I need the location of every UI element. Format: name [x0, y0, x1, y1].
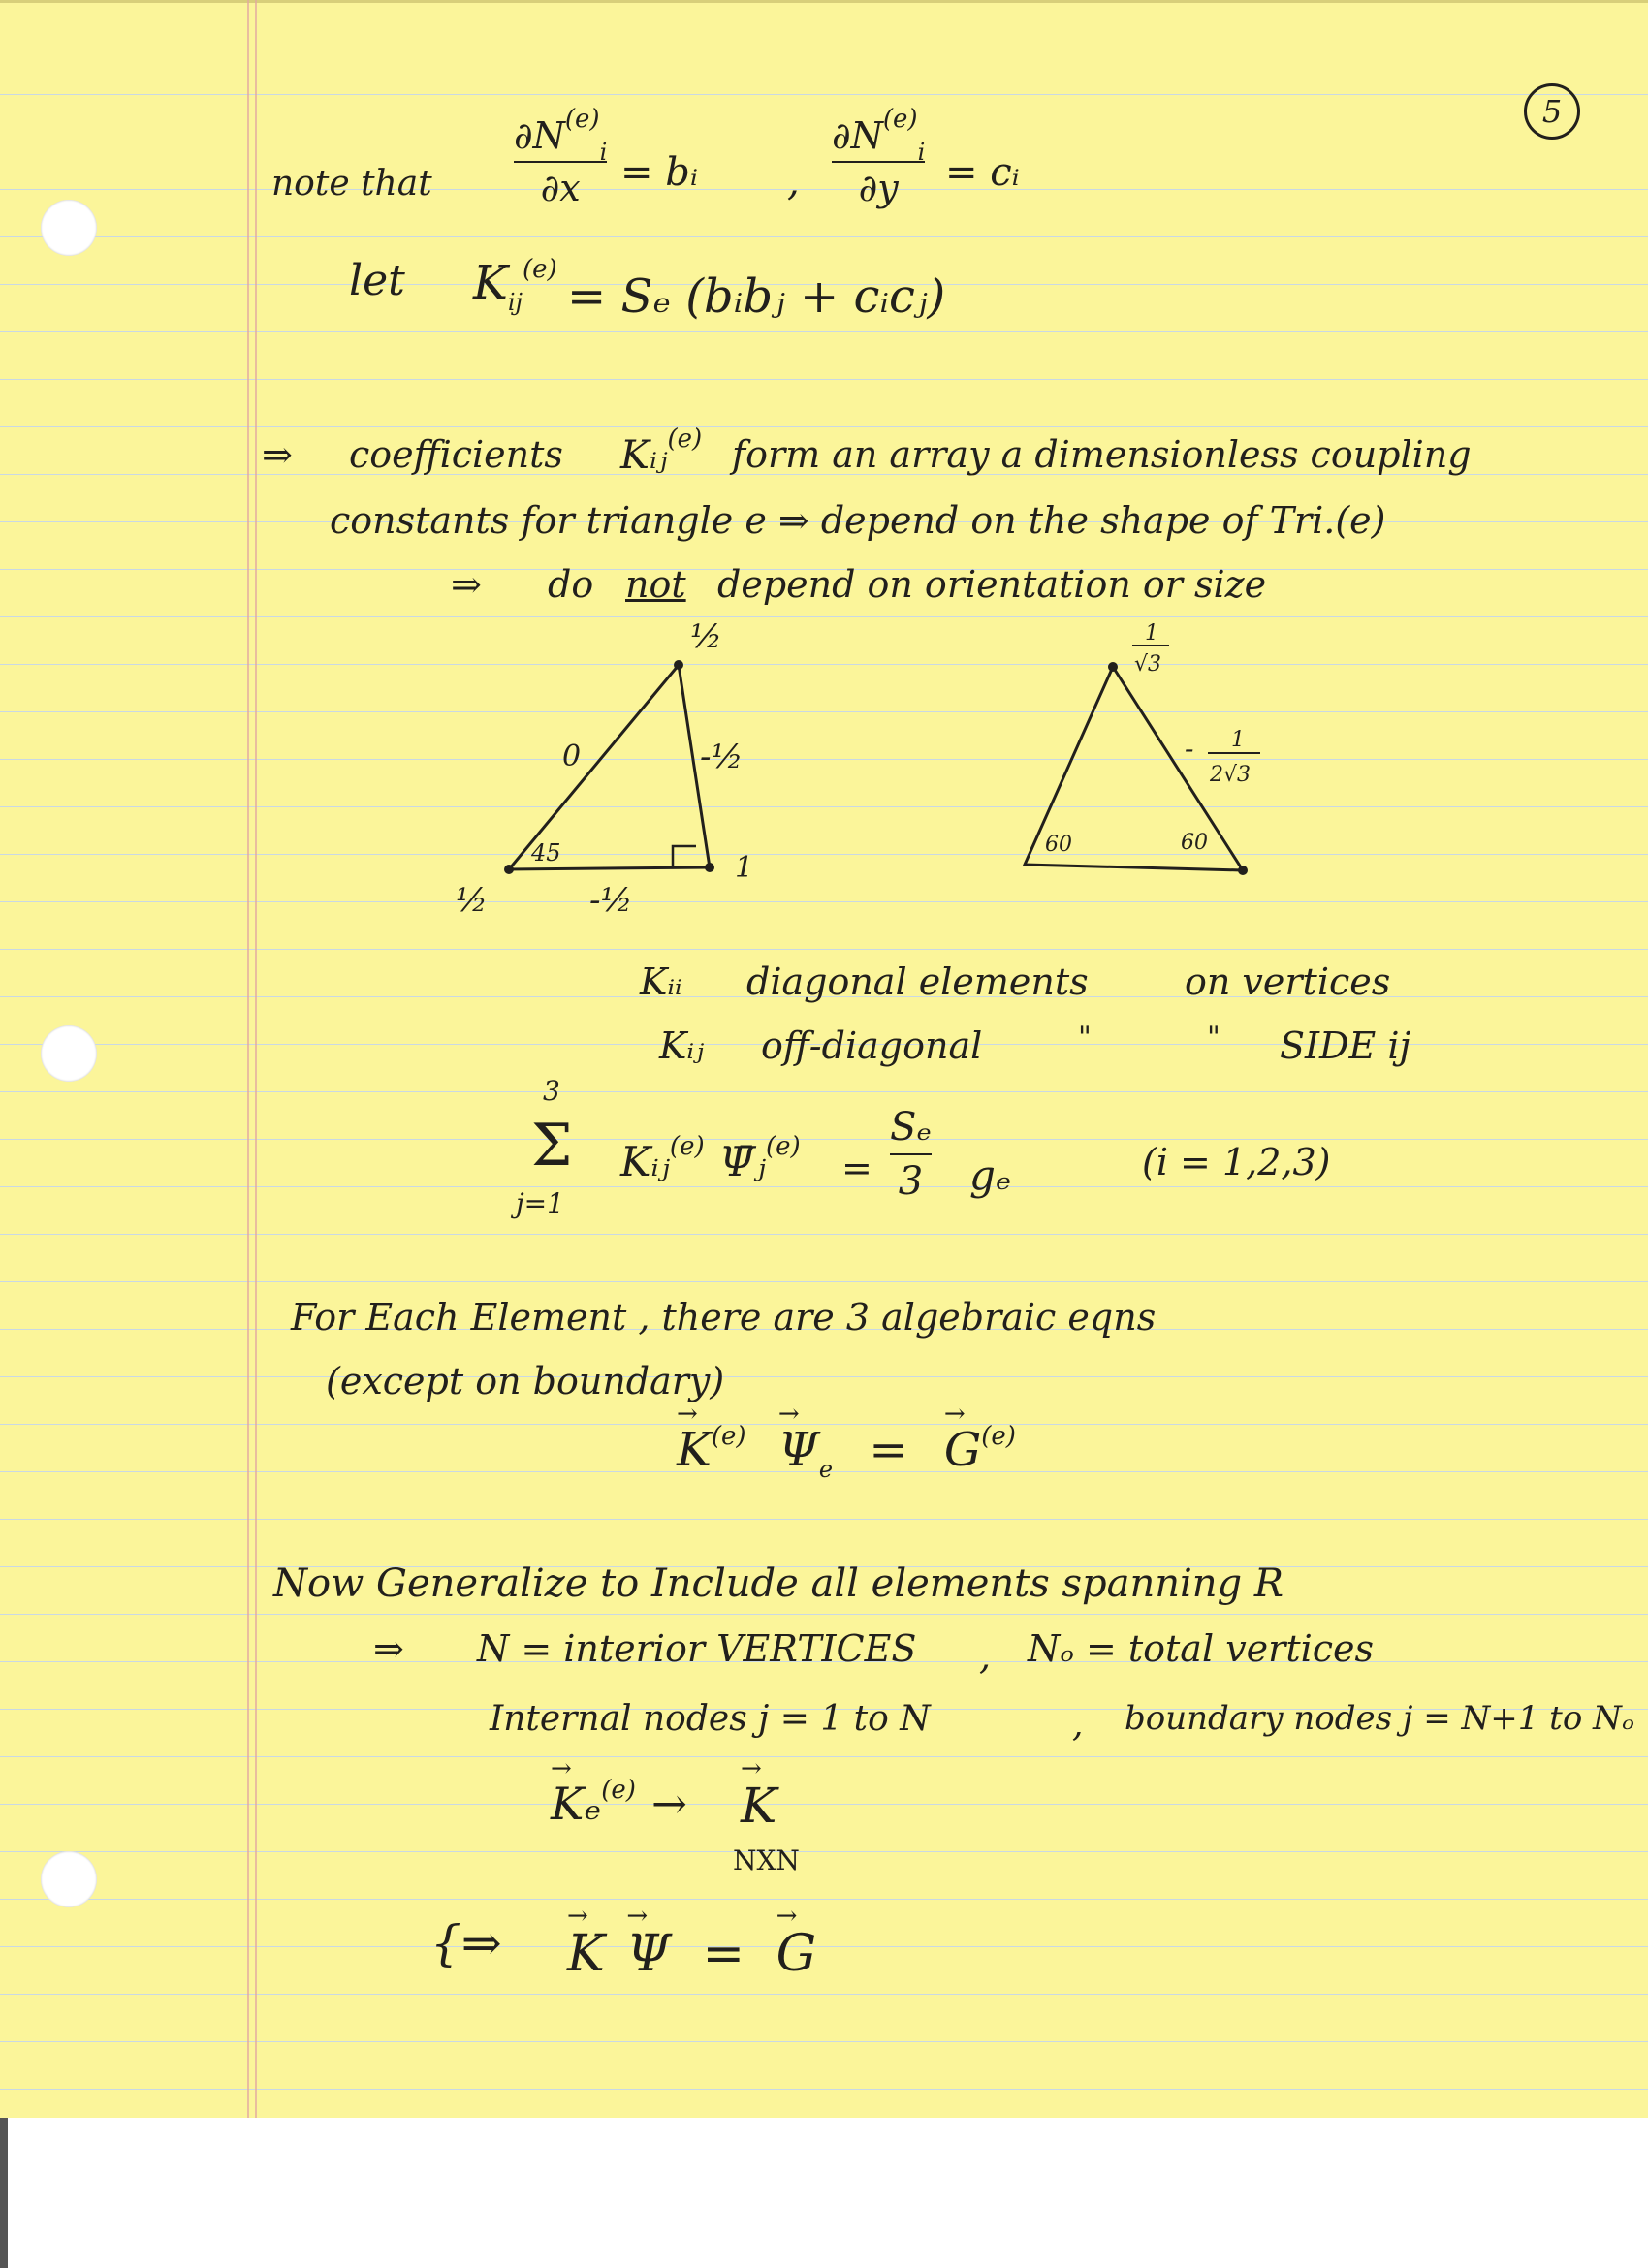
do-word: do — [548, 563, 594, 606]
sum-upper-limit: 3 — [543, 1075, 560, 1107]
t2-angle-left: 60 — [1045, 833, 1072, 857]
kij-symbol: Kᵢⱼ — [659, 1024, 705, 1067]
implies-arrow: ⇒ — [373, 1627, 404, 1670]
kii-symbol: Kᵢᵢ — [640, 961, 682, 1003]
scan-edge-shadow — [0, 2118, 8, 2268]
kij-term: Kᵢⱼ$^{(e)}$ — [620, 1132, 705, 1185]
orientation-text: depend on orientation or size — [717, 563, 1267, 606]
element-system-equation: → $K^{(e)} \to \Psi_e$ = → $G^{(e)}$ — [677, 1427, 1016, 1473]
generalize-line: Now Generalize to Include all elements spanning R — [273, 1561, 1284, 1606]
element-matrix-k: → Kₑ$^{(e)}$ — [551, 1781, 636, 1826]
boundary-nodes-text: boundary nodes j = N+1 to Nₒ — [1125, 1699, 1634, 1738]
let-label: let — [349, 256, 405, 305]
right-triangle — [456, 617, 753, 920]
psi-term: Ψ̄ⱼ$^{(e)}$ — [719, 1132, 801, 1185]
t2-top-den: √3 — [1134, 652, 1162, 677]
ge-term: gₑ — [969, 1151, 1012, 1199]
not-word: not — [625, 563, 686, 606]
except-boundary-line: (except on boundary) — [326, 1360, 725, 1402]
t1-br-label: 1 — [735, 851, 754, 885]
total-vertices-text: Nₒ = total vertices — [1028, 1627, 1375, 1670]
k-definition: = Sₑ (bᵢbⱼ + cᵢcⱼ) — [567, 269, 946, 324]
form-array-text: form an array a dimensionless coupling — [732, 433, 1472, 476]
off-diagonal-text: off-diagonal — [761, 1024, 983, 1067]
t2-right-num: 1 — [1231, 728, 1245, 752]
sigma-symbol: Σ — [531, 1112, 573, 1180]
t1-angle-label: 45 — [531, 839, 561, 866]
t2-top-num: 1 — [1145, 621, 1158, 646]
index-range: (i = 1,2,3) — [1142, 1141, 1331, 1183]
ditto-mark: " — [1207, 1021, 1220, 1055]
sum-lower-limit: j=1 — [516, 1187, 564, 1219]
for-each-element-line: For Each Element , there are 3 algebraic eqns — [291, 1296, 1157, 1339]
constants-line: constants for triangle e ⇒ depend on the shape of Tri.(e) — [330, 499, 1386, 542]
interior-vertices-text: N = interior VERTICES — [477, 1627, 917, 1670]
internal-nodes-text: Internal nodes j = 1 to N — [490, 1699, 931, 1739]
t1-bl-label: ½ — [456, 881, 488, 920]
implies-arrow: ⇒ — [451, 563, 482, 606]
equilateral-triangle — [1025, 621, 1260, 875]
t2-right-prefix: - — [1185, 733, 1194, 765]
k-element: $K_{ij}^{(e)}$ — [473, 255, 557, 316]
k-coefficient: Kᵢⱼ$^{(e)}$ — [620, 425, 703, 478]
comma: , — [979, 1635, 992, 1678]
comma: , — [1072, 1705, 1084, 1745]
t2-right-den: 2√3 — [1210, 763, 1252, 787]
global-matrix-k: → K — [741, 1781, 776, 1830]
implies-arrow: ⇒ — [262, 433, 293, 476]
side-ij-text: SIDE ij — [1280, 1024, 1411, 1067]
partial-x-fraction: $\partial N^{(e)}_i$ ∂x — [514, 105, 608, 209]
coefficients-word: coefficients — [349, 433, 563, 476]
ditto-mark: " — [1078, 1021, 1092, 1055]
equals-b: = bᵢ — [620, 150, 698, 195]
partial-y-fraction: $\partial N^{(e)}_i$ ∂y — [832, 105, 926, 209]
page-number: 5 — [1524, 83, 1580, 140]
t1-bottom-label: -½ — [589, 881, 633, 920]
brace-implies: {⇒ — [430, 1915, 502, 1971]
t1-hyp-label: 0 — [562, 740, 582, 773]
se-over-3-fraction: Sₑ 3 — [890, 1105, 932, 1204]
t2-angle-right: 60 — [1181, 831, 1208, 855]
t1-right-label: -½ — [700, 738, 744, 776]
matrix-dimension: NXN — [733, 1844, 800, 1876]
equals-c: = cᵢ — [945, 150, 1020, 195]
note-that-label: note that — [271, 164, 432, 204]
global-system-equation: → K → Ψ = → G — [567, 1929, 816, 1979]
on-vertices-text: on vertices — [1185, 961, 1391, 1003]
t1-top-label: ½ — [690, 617, 722, 656]
sum-equals: = — [841, 1147, 872, 1189]
diagonal-elements-text: diagonal elements — [746, 961, 1089, 1003]
comma: , — [787, 160, 800, 205]
maps-to-arrow: → — [651, 1780, 687, 1829]
